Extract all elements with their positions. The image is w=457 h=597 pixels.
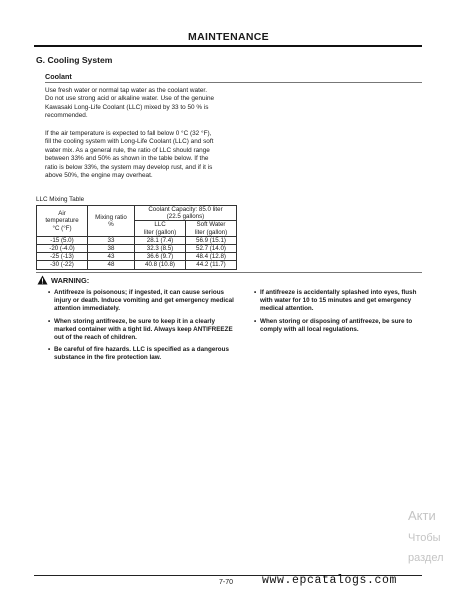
table-row xyxy=(37,253,237,261)
cell-llc: 36.6 (9.7) xyxy=(135,253,186,261)
warning-item: • Antifreeze is poisonous; if ingested, it can cause serious injury or death. Induce vomiting and get emergency medical attention immediately. xyxy=(48,289,236,314)
cell-water: 52.7 (14.0) xyxy=(186,245,237,253)
page-number: 7-70 xyxy=(219,579,234,586)
warning-item: • When storing antifreeze, be sure to keep it in a clearly marked container with a tight lid. Always keep ANTIFREEZE out of the reach of children. xyxy=(48,318,236,343)
cell-llc: 40.8 (10.8) xyxy=(135,261,186,269)
cell-water: 56.9 (15.1) xyxy=(186,236,237,244)
warning-list-left xyxy=(48,289,236,367)
header-soft-water: Soft Water liter (gallon) xyxy=(186,221,237,236)
cell-ratio: 33 xyxy=(88,236,135,244)
cell-llc: 28.1 (7.4) xyxy=(135,236,186,244)
cell-llc: 32.3 (8.5) xyxy=(135,245,186,253)
table-row xyxy=(37,236,237,244)
cell-water: 44.2 (11.7) xyxy=(186,261,237,269)
cell-air: -20 (-4.0) xyxy=(37,245,88,253)
header-rule xyxy=(34,45,422,47)
header-mixing-ratio: Mixing ratio % xyxy=(88,206,135,237)
table-row xyxy=(37,245,237,253)
header-air-temperature: Air temperature °C (°F) xyxy=(37,206,88,237)
warning-rule xyxy=(36,272,422,273)
cell-ratio: 43 xyxy=(88,253,135,261)
warning-item: • Be careful of fire hazards. LLC is specified as a dangerous substance in the fire protection law. xyxy=(48,346,236,362)
warning-triangle-icon xyxy=(37,275,48,285)
activation-watermark-line1: Акти xyxy=(408,508,436,523)
header-llc: LLC liter (gallon) xyxy=(135,221,186,236)
cell-ratio: 48 xyxy=(88,261,135,269)
cell-ratio: 38 xyxy=(88,245,135,253)
page-header-title: MAINTENANCE xyxy=(188,31,269,43)
warning-label: WARNING: xyxy=(51,275,90,285)
warning-heading xyxy=(37,275,89,285)
coolant-paragraph-1: Use fresh water or normal tap water as the coolant water. Do not use strong acid or alkaline water. Use of the genuine Kawasaki Long-Life Coolant (LLC) mixed by 33 to 50 % is recommended. xyxy=(45,87,215,120)
subheading-rule xyxy=(45,82,422,83)
cell-water: 48.4 (12.8) xyxy=(186,253,237,261)
activation-watermark-line3: раздел xyxy=(408,552,444,564)
table-caption: LLC Mixing Table xyxy=(36,196,85,203)
coolant-paragraph-2: If the air temperature is expected to fall below 0 °C (32 °F), fill the cooling system with Long-Life Coolant (LLC) and soft water mix. As a general rule, the ratio of LLC should range between 33% and 50% as shown in the table below. If the ratio is below 33%, the system may develop rust, and if it is above 50%, the engine may overheat. xyxy=(45,130,214,180)
cell-air: -30 (-22) xyxy=(37,261,88,269)
warning-list-right xyxy=(254,289,422,338)
section-title: G. Cooling System xyxy=(36,55,113,65)
table-row xyxy=(37,261,237,269)
header-coolant-capacity: Coolant Capacity: 85.0 liter (22.5 gallons) xyxy=(135,206,237,221)
activation-watermark-line2: Чтобы xyxy=(408,532,441,544)
cell-air: -15 (5.0) xyxy=(37,236,88,244)
llc-mixing-table xyxy=(36,205,237,270)
site-watermark-url: www.epcatalogs.com xyxy=(262,574,398,587)
warning-item: • If antifreeze is accidentally splashed into eyes, flush with water for 10 to 15 minutes and get emergency medical attention. xyxy=(254,289,422,314)
cell-air: -25 (-13) xyxy=(37,253,88,261)
warning-item: • When storing or disposing of antifreeze, be sure to comply with all local regulations. xyxy=(254,318,422,334)
coolant-heading: Coolant xyxy=(45,72,72,81)
